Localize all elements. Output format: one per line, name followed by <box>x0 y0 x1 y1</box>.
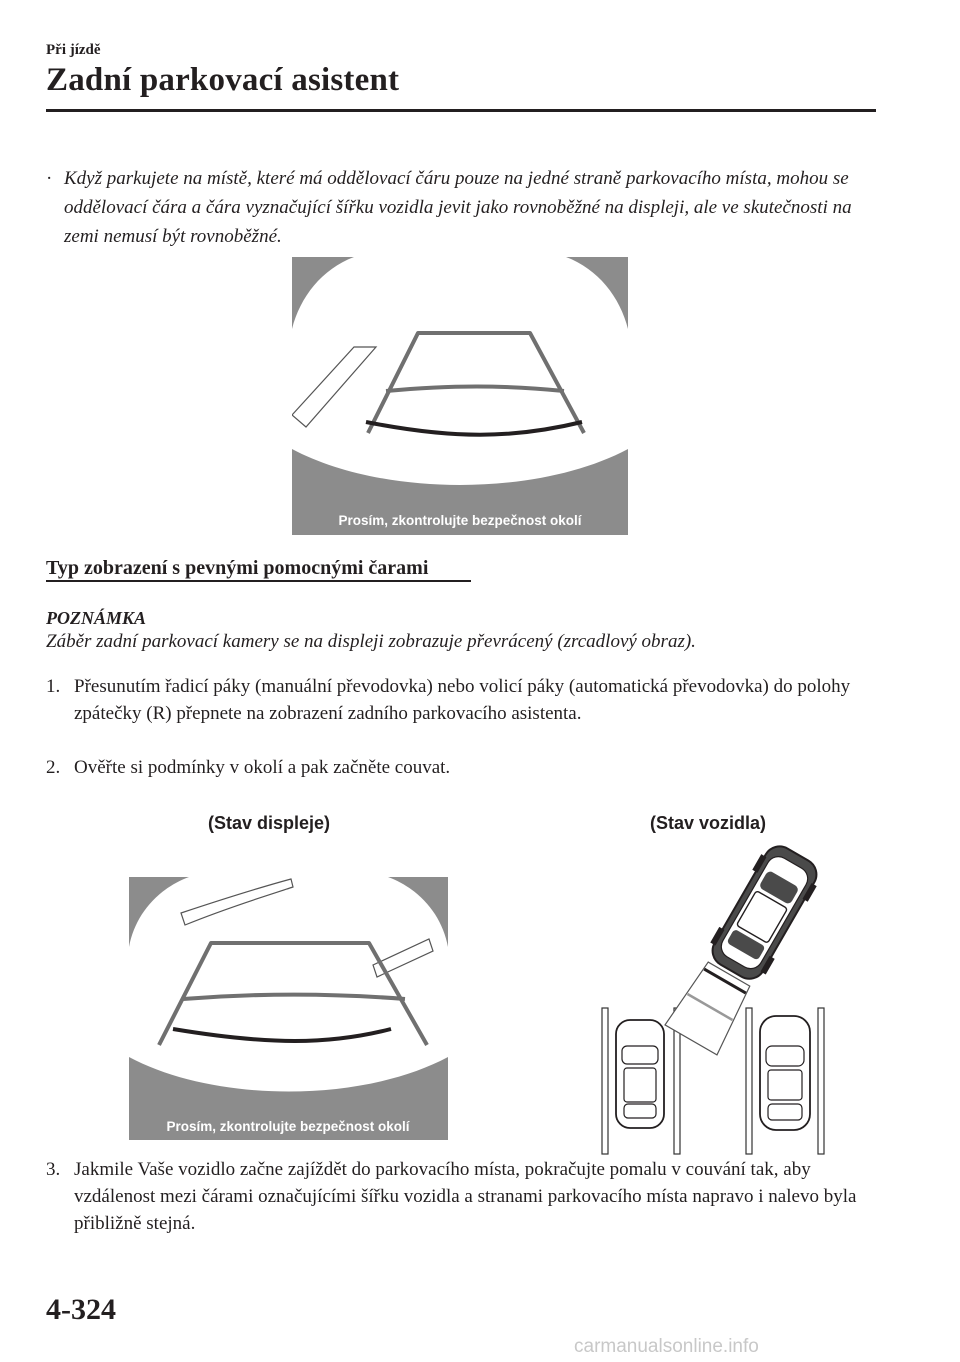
safety-banner-text: Prosím, zkontrolujte bezpečnost okolí <box>166 1119 410 1134</box>
step-number: 3. <box>46 1159 61 1180</box>
caption-vehicle-state: (Stav vozidla) <box>650 813 767 833</box>
page-title: Zadní parkovací asistent <box>46 62 400 98</box>
subheading: Typ zobrazení s pevnými pomocnými čarami <box>46 557 429 579</box>
step-2 <box>46 754 866 781</box>
step-number: 2. <box>46 757 61 778</box>
bullet-paragraph <box>46 164 886 251</box>
camera-display-figure-1 <box>292 257 628 535</box>
page-number: 4-324 <box>46 1293 116 1326</box>
title-rule <box>46 109 876 112</box>
note-heading: POZNÁMKA <box>46 608 147 628</box>
bullet-text: Když parkujete na místě, které má oddělovací čáru pouze na jedné straně parkovacího místa, mohou se oddělovací čára a čára vyznačující šířku vozidla jevit jako rovnoběžné na displeji, ale ve skutečnosti na zemi nemusí být rovnoběžné. <box>64 168 852 247</box>
parked-car-right <box>760 1016 810 1130</box>
parked-car-left <box>616 1020 664 1128</box>
step-number: 1. <box>46 676 61 697</box>
section-label: Při jízdě <box>46 42 101 58</box>
step-3 <box>46 1156 866 1237</box>
step-1 <box>46 673 866 727</box>
step-text: Přesunutím řadicí páky (manuální převodovka) nebo volicí páky (automatická převodovka) do polohy zpátečky (R) přepnete na zobrazení zadního parkovacího asistenta. <box>74 676 851 724</box>
vehicle-state-figure <box>590 840 850 1160</box>
caption-display-state: (Stav displeje) <box>208 813 331 833</box>
watermark: carmanualsonline.info <box>574 1336 759 1357</box>
camera-display-figure-2 <box>129 877 448 1140</box>
step-text: Jakmile Vaše vozidlo začne zajíždět do parkovacího místa, pokračujte pomalu v couvání tak, aby vzdálenost mezi čárami označujícími šířku vozidla a stranami parkovacího místa napravo i nalevo byla přibližně stejná. <box>74 1159 857 1234</box>
step-text: Ověřte si podmínky v okolí a pak začněte couvat. <box>74 757 451 778</box>
subheading-underline <box>46 580 471 582</box>
safety-banner-text: Prosím, zkontrolujte bezpečnost okolí <box>338 513 582 528</box>
note-text: Záběr zadní parkovací kamery se na displeji zobrazuje převrácený (zrcadlový obraz). <box>46 631 696 652</box>
bullet-marker: · <box>46 168 53 189</box>
